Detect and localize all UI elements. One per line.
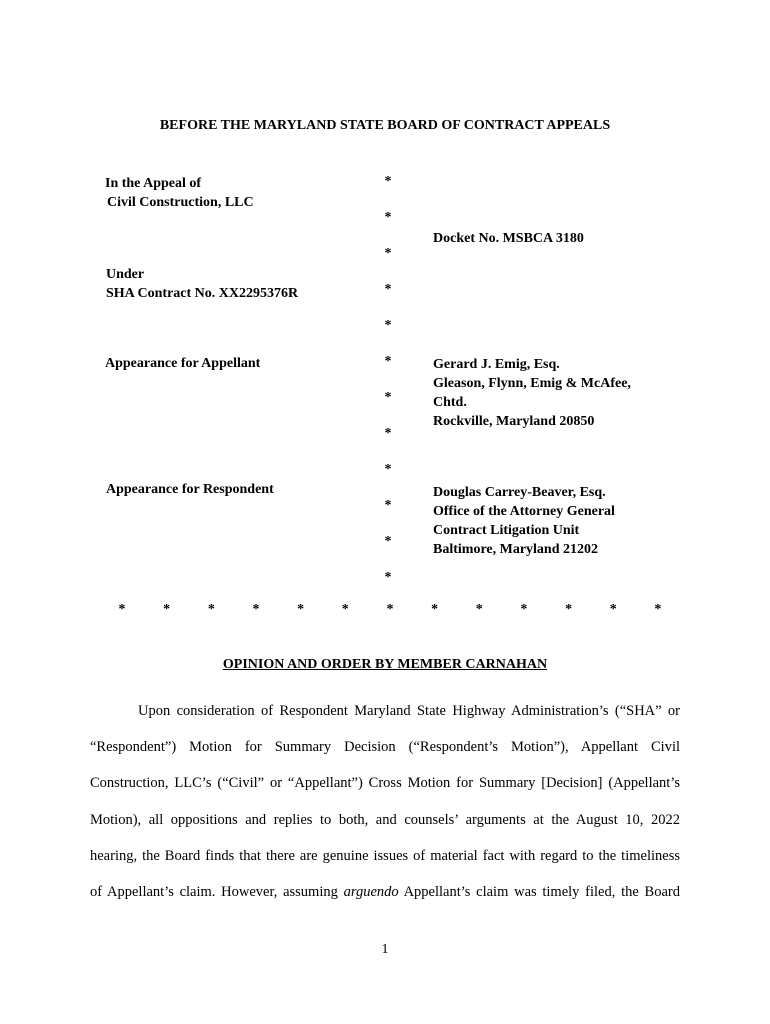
body-line: Motion), all oppositions and replies to both, and counsels’ arguments at the August 10, 2022 xyxy=(90,811,680,828)
caption-star: * xyxy=(384,354,392,369)
under-label: Under xyxy=(106,267,145,282)
appellant-counsel-line: Rockville, Maryland 20850 xyxy=(433,414,595,429)
separator-star: * xyxy=(475,602,483,617)
body-line: hearing, the Board finds that there are genuine issues of material fact with regard to the timeliness xyxy=(90,847,680,864)
caption-star: * xyxy=(384,246,392,261)
separator-star: * xyxy=(654,602,662,617)
appellant-counsel-line: Chtd. xyxy=(433,395,467,410)
appeal-of-label: In the Appeal of xyxy=(105,176,202,191)
separator-star: * xyxy=(207,602,215,617)
body-line: “Respondent”) Motion for Summary Decision (“Respondent’s Motion”), Appellant Civil xyxy=(90,739,680,756)
caption-star: * xyxy=(384,462,392,477)
caption-star: * xyxy=(384,570,392,585)
caption-star: * xyxy=(384,498,392,513)
appellant-counsel-line: Gleason, Flynn, Emig & McAfee, xyxy=(433,376,631,391)
respondent-counsel-line: Contract Litigation Unit xyxy=(433,523,580,538)
separator-star: * xyxy=(565,602,573,617)
page-number: 1 xyxy=(381,942,389,957)
respondent-counsel-line: Baltimore, Maryland 21202 xyxy=(433,542,599,557)
caption-star: * xyxy=(384,318,392,333)
body-line: Construction, LLC’s (“Civil” or “Appellant”) Cross Motion for Summary [Decision] (Appellant’s xyxy=(90,775,680,792)
separator-star: * xyxy=(431,602,439,617)
appellant-appearance-label: Appearance for Appellant xyxy=(105,356,261,371)
separator-star: * xyxy=(163,602,171,617)
separator-star: * xyxy=(118,602,126,617)
body-line: Upon consideration of Respondent Maryland State Highway Administration’s (“SHA” or xyxy=(138,703,680,719)
caption-star: * xyxy=(384,426,392,441)
appellant-counsel-line: Gerard J. Emig, Esq. xyxy=(433,357,560,372)
opinion-body xyxy=(90,693,680,910)
separator-star-row xyxy=(116,602,664,618)
body-text-segment: of Appellant’s claim. However, assuming xyxy=(90,884,344,901)
separator-star: * xyxy=(252,602,260,617)
respondent-appearance-label: Appearance for Respondent xyxy=(106,482,274,497)
body-line-last xyxy=(90,874,680,910)
document-heading: BEFORE THE MARYLAND STATE BOARD OF CONTRACT APPEALS xyxy=(159,118,611,133)
opinion-title: OPINION AND ORDER BY MEMBER CARNAHAN xyxy=(222,657,548,672)
separator-star: * xyxy=(520,602,528,617)
respondent-counsel-line: Douglas Carrey-Beaver, Esq. xyxy=(433,485,606,500)
caption-star: * xyxy=(384,210,392,225)
caption-star: * xyxy=(384,534,392,549)
appellant-name: Civil Construction, LLC xyxy=(107,195,254,210)
caption-star: * xyxy=(384,174,392,189)
docket-number: Docket No. MSBCA 3180 xyxy=(433,231,584,246)
separator-star: * xyxy=(386,602,394,617)
caption-star: * xyxy=(384,282,392,297)
contract-number: SHA Contract No. XX2295376R xyxy=(106,286,299,301)
respondent-counsel-line: Office of the Attorney General xyxy=(433,504,615,519)
separator-star: * xyxy=(297,602,305,617)
separator-star: * xyxy=(609,602,617,617)
body-text-segment: Appellant’s claim was timely filed, the Board xyxy=(398,884,680,901)
separator-star: * xyxy=(341,602,349,617)
body-italic-term: arguendo xyxy=(343,884,399,901)
caption-star: * xyxy=(384,390,392,405)
